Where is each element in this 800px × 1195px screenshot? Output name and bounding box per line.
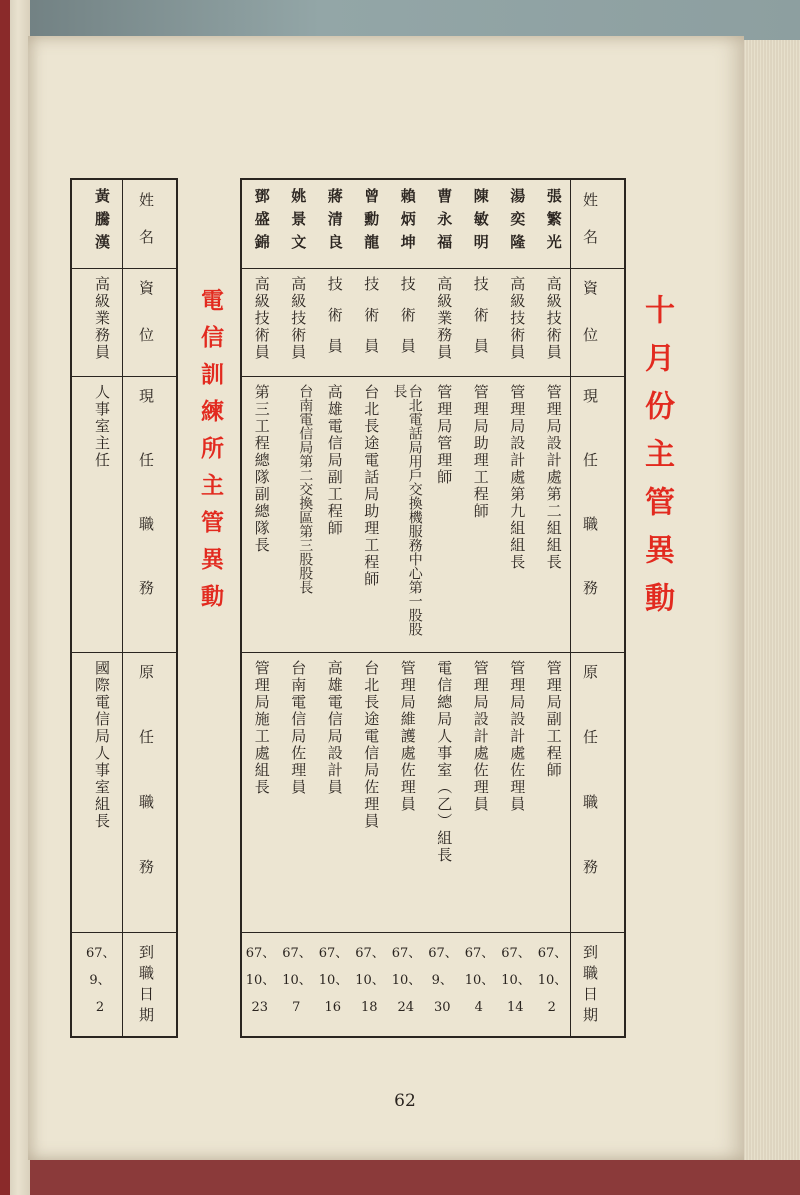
cell-former: 管理局施工處組長 bbox=[252, 660, 271, 796]
cell-date-part: 4 bbox=[474, 1000, 483, 1015]
header-current-position: 現任職務 bbox=[137, 388, 155, 644]
row-divider bbox=[242, 376, 624, 377]
cell-date-part: 14 bbox=[506, 1000, 524, 1015]
cell-former: 台北長途電信局佐理員 bbox=[362, 660, 381, 830]
cell-rank: 高級業務員 bbox=[93, 276, 111, 361]
cell-former: 台南電信局佐理員 bbox=[289, 660, 308, 796]
cell-date-part: 9、 bbox=[431, 973, 453, 988]
row-divider bbox=[242, 652, 624, 653]
cell-name: 張繁光 bbox=[544, 188, 563, 257]
cell-current: 管理局設計處第九組組長 bbox=[508, 384, 527, 571]
page-stack-edge bbox=[744, 40, 800, 1165]
row-divider bbox=[242, 268, 624, 269]
cell-date-part: 2 bbox=[547, 1000, 556, 1015]
header-date: 到職日期 bbox=[137, 944, 155, 1028]
cell-current: 第三工程總隊副總隊長 bbox=[252, 384, 271, 554]
cell-rank: 高級技術員 bbox=[544, 276, 563, 361]
cell-rank: 技術員 bbox=[362, 276, 381, 369]
cell-date-part: 10、 bbox=[537, 973, 568, 988]
cell-date-part: 10、 bbox=[355, 973, 385, 988]
cell-current: 管理局管理師 bbox=[435, 384, 454, 486]
cell-rank: 技術員 bbox=[398, 276, 417, 369]
cell-date-part: 67、 bbox=[428, 946, 458, 961]
cell-name: 姚景文 bbox=[289, 188, 308, 257]
header-rank: 資位 bbox=[137, 280, 155, 374]
cell-date-part: 67、 bbox=[355, 946, 385, 961]
cell-name: 曾勳龍 bbox=[362, 188, 381, 257]
book-page bbox=[28, 36, 744, 1160]
cell-date-part: 67、 bbox=[86, 946, 116, 961]
cell-current: 高雄電信局副工程師 bbox=[325, 384, 344, 537]
cell-date-part: 10、 bbox=[282, 973, 312, 988]
cell-date-part: 10、 bbox=[245, 973, 276, 988]
row-divider bbox=[72, 652, 176, 653]
cell-date-part: 67、 bbox=[245, 946, 276, 961]
row-divider bbox=[72, 268, 176, 269]
cell-name: 黃騰漢 bbox=[93, 188, 111, 257]
cell-date-part: 23 bbox=[251, 1000, 269, 1015]
cell-date-part: 2 bbox=[95, 1000, 105, 1015]
row-divider bbox=[72, 376, 176, 377]
header-name: 姓名 bbox=[581, 192, 599, 266]
cell-former: 管理局副工程師 bbox=[544, 660, 563, 779]
cell-date-part: 67、 bbox=[318, 946, 349, 961]
cell-former: 管理局維護處佐理員 bbox=[398, 660, 417, 813]
cell-current: 台北電話局用戶交換機服務中心第一股股長 bbox=[391, 384, 423, 636]
cell-rank: 技術員 bbox=[471, 276, 490, 369]
cell-former: 國際電信局人事室組長 bbox=[93, 660, 111, 830]
cell-date-part: 18 bbox=[360, 1000, 378, 1015]
cell-rank: 技術員 bbox=[325, 276, 344, 369]
cell-date-part: 67、 bbox=[391, 946, 422, 961]
book-cover-bottom bbox=[30, 1160, 800, 1195]
book-cover-edge bbox=[0, 0, 10, 1195]
main-section-title: 十月份主管異動 bbox=[639, 294, 674, 630]
cell-name: 湯奕隆 bbox=[508, 188, 527, 257]
cell-name: 賴炳坤 bbox=[398, 188, 417, 257]
cell-rank: 高級技術員 bbox=[289, 276, 308, 361]
cell-rank: 高級業務員 bbox=[435, 276, 454, 361]
cell-current: 管理局設計處第二組組長 bbox=[544, 384, 563, 571]
header-divider bbox=[122, 180, 123, 1036]
cell-date-part: 67、 bbox=[501, 946, 531, 961]
cell-former: 管理局設計處佐理員 bbox=[508, 660, 527, 813]
main-personnel-table bbox=[240, 178, 626, 1038]
cell-rank: 高級技術員 bbox=[252, 276, 271, 361]
page-number: 62 bbox=[394, 1091, 416, 1111]
cell-date-part: 67、 bbox=[537, 946, 568, 961]
cell-current: 人事室主任 bbox=[93, 384, 111, 469]
cell-date-part: 7 bbox=[292, 1000, 301, 1015]
cell-date-part: 9、 bbox=[89, 973, 111, 988]
cell-date-part: 10、 bbox=[501, 973, 531, 988]
row-divider bbox=[72, 932, 176, 933]
training-personnel-table bbox=[70, 178, 178, 1038]
cell-date-part: 24 bbox=[397, 1000, 415, 1015]
cell-date-part: 30 bbox=[433, 1000, 451, 1015]
header-name: 姓名 bbox=[137, 192, 155, 266]
cell-date-part: 67、 bbox=[282, 946, 312, 961]
cell-current: 台北長途電話局助理工程師 bbox=[362, 384, 381, 588]
cell-former: 高雄電信局設計員 bbox=[325, 660, 344, 796]
cell-former: 電信總局人事室（乙）組長 bbox=[435, 660, 454, 864]
cell-date-part: 16 bbox=[324, 1000, 342, 1015]
header-divider bbox=[570, 180, 571, 1036]
cell-name: 鄧盛錦 bbox=[252, 188, 271, 257]
cell-date-part: 10、 bbox=[318, 973, 349, 988]
header-current-position: 現任職務 bbox=[581, 388, 599, 644]
cell-former: 管理局設計處佐理員 bbox=[471, 660, 490, 813]
cell-name: 曹永福 bbox=[435, 188, 454, 257]
cell-current: 台南電信局第二交換區第三股股長 bbox=[297, 384, 314, 594]
header-rank: 資位 bbox=[581, 280, 599, 374]
header-former-position: 原任職務 bbox=[581, 664, 599, 924]
header-date: 到職日期 bbox=[581, 944, 599, 1028]
cell-date-part: 10、 bbox=[391, 973, 422, 988]
row-divider bbox=[242, 932, 624, 933]
cell-name: 陳敏明 bbox=[471, 188, 490, 257]
cell-rank: 高級技術員 bbox=[508, 276, 527, 361]
cell-current: 管理局助理工程師 bbox=[471, 384, 490, 520]
training-section-title: 電信訓練所主管異動 bbox=[197, 288, 223, 621]
header-former-position: 原任職務 bbox=[137, 664, 155, 924]
cell-name: 蔣清良 bbox=[325, 188, 344, 257]
cell-date-part: 10、 bbox=[464, 973, 495, 988]
cell-date-part: 67、 bbox=[464, 946, 495, 961]
